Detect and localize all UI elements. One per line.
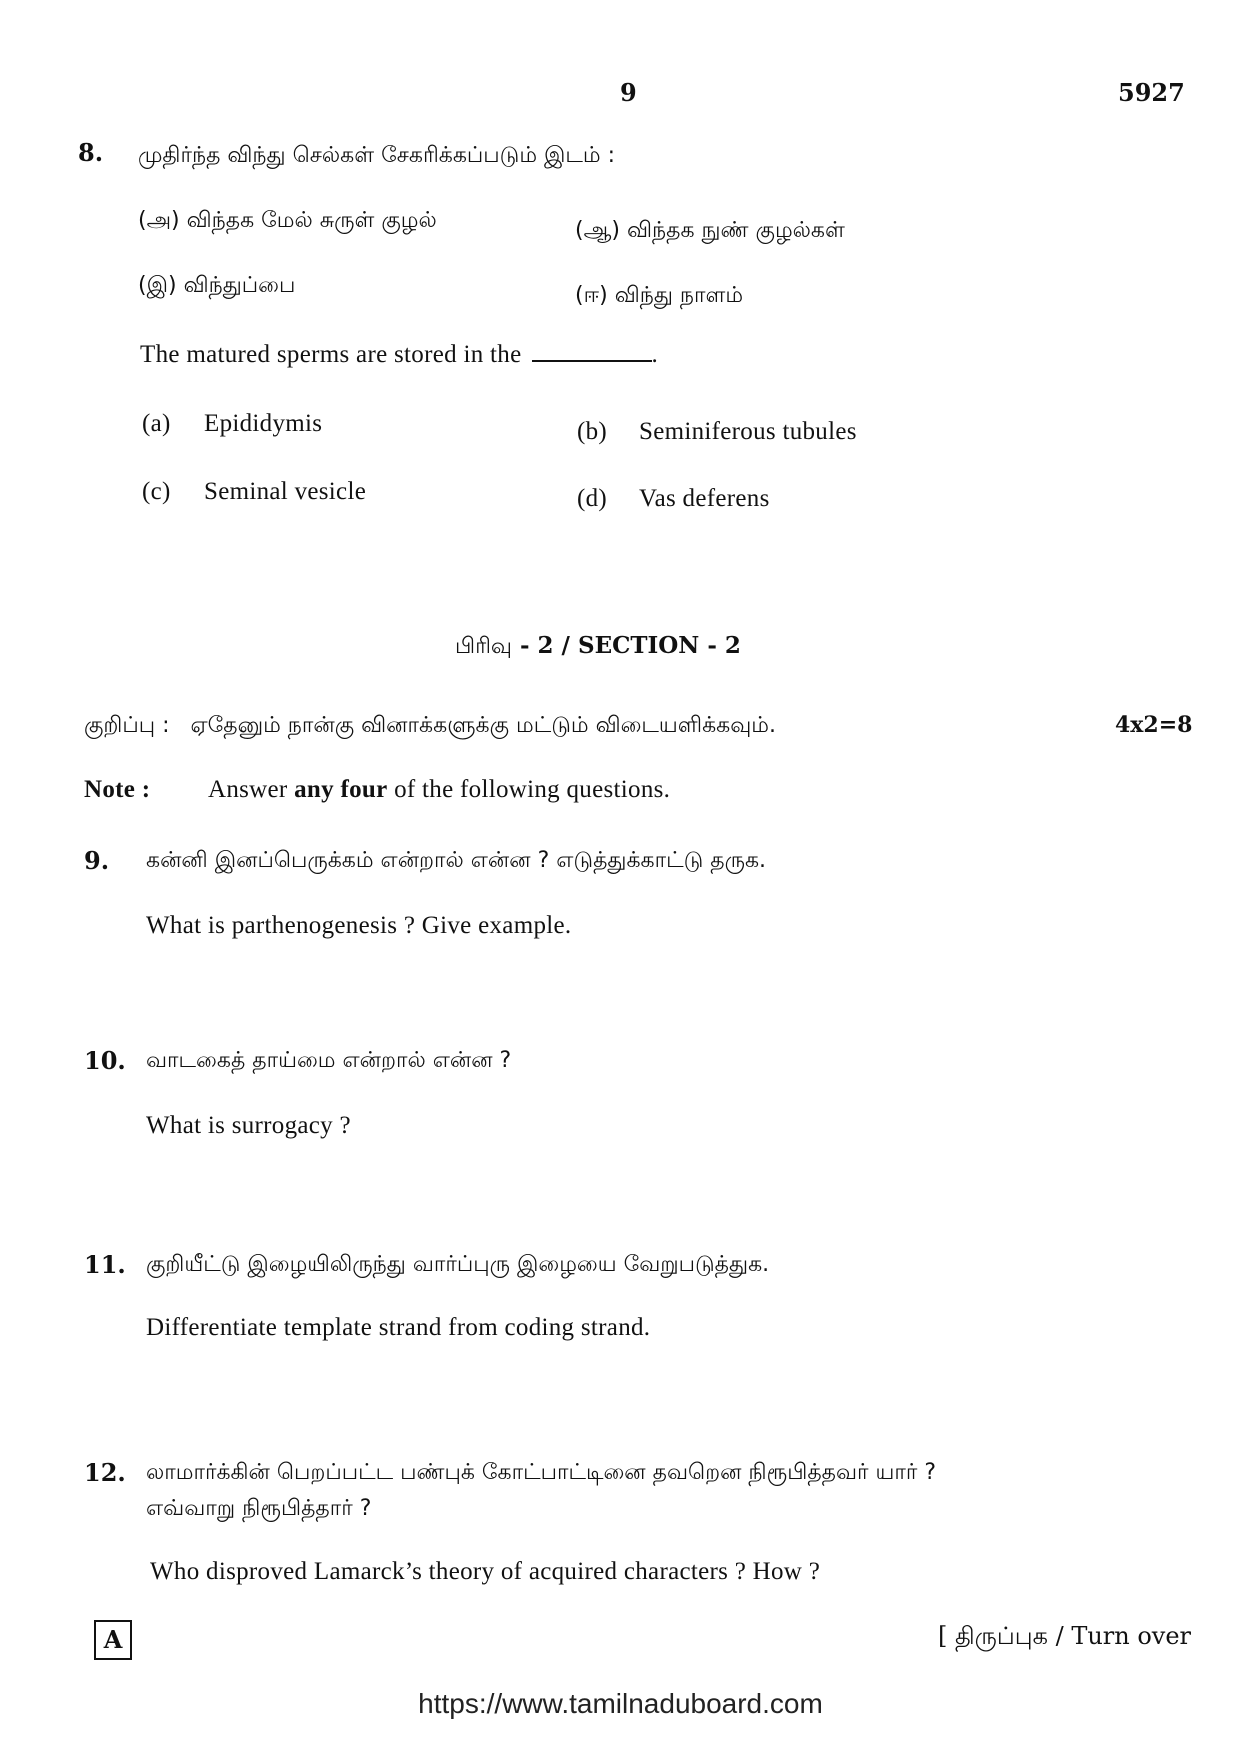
- option-label: (ஈ): [575, 283, 608, 308]
- tamil-note: [84, 713, 776, 741]
- question-11-number: 11.: [84, 1250, 126, 1279]
- paper-code: 5927: [1118, 78, 1185, 107]
- english-note: [84, 776, 670, 804]
- question-12-tamil: லாமார்க்கின் பெறப்பட்ட பண்புக் கோட்பாட்டினை தவறென நிரூபித்தவர் யார் ?: [146, 1460, 937, 1485]
- note-pre: Answer: [208, 776, 288, 803]
- q8-option-a: [142, 410, 322, 438]
- option-label: (அ): [138, 208, 180, 233]
- question-10-number: 10.: [84, 1046, 126, 1075]
- option-text: விந்து நாளம்: [614, 283, 744, 308]
- q8-tamil-option-c: [138, 273, 295, 301]
- turn-over: [ திருப்புக / Turn over: [938, 1622, 1192, 1650]
- question-10-english: What is surrogacy ?: [146, 1112, 351, 1139]
- question-9-english: What is parthenogenesis ? Give example.: [146, 912, 572, 939]
- q8-option-d: [577, 485, 770, 513]
- question-8-number: 8.: [78, 138, 104, 167]
- question-9-number: 9.: [84, 846, 110, 875]
- q8-tamil-option-b: [575, 218, 845, 246]
- section-heading: [455, 632, 741, 662]
- option-text: விந்துப்பை: [183, 273, 296, 298]
- note-post: of the following questions.: [394, 776, 671, 803]
- question-10-tamil: வாடகைத் தாய்மை என்றால் என்ன ?: [146, 1048, 512, 1073]
- option-label: (ஆ): [575, 218, 620, 243]
- q8-tamil-option-a: [138, 208, 437, 236]
- note-bold: any four: [294, 776, 388, 803]
- answer-blank: [532, 340, 652, 362]
- option-text: விந்தக மேல் சுருள் குழல்: [186, 208, 437, 233]
- question-end: .: [651, 341, 659, 368]
- page-number: 9: [620, 78, 637, 107]
- note-label: Note :: [84, 776, 151, 803]
- question-text: The matured sperms are stored in the: [140, 341, 522, 368]
- option-text: Vas deferens: [639, 485, 770, 512]
- option-label: (b): [577, 418, 608, 445]
- q8-option-c: [142, 478, 366, 506]
- question-12-english: Who disproved Lamarck’s theory of acquired characters ? How ?: [150, 1558, 821, 1585]
- section-tamil: பிரிவு: [455, 634, 512, 659]
- q8-tamil-option-d: [575, 283, 743, 311]
- question-8-english: [140, 340, 658, 369]
- series-box: A: [94, 1620, 132, 1660]
- section-title: - 2 / SECTION - 2: [519, 632, 741, 659]
- marks-allocation: 4x2=8: [1115, 712, 1193, 738]
- question-12-number: 12.: [84, 1458, 126, 1487]
- question-8-tamil: முதிர்ந்த விந்து செல்கள் சேகரிக்கப்படும் இடம் :: [138, 143, 616, 168]
- question-12-tamil-line2: எவ்வாறு நிரூபித்தார் ?: [146, 1496, 372, 1521]
- option-label: (இ): [138, 273, 177, 298]
- option-label: (d): [577, 485, 608, 512]
- tamil-note-label: குறிப்பு :: [84, 713, 170, 738]
- option-text: Epididymis: [204, 410, 323, 437]
- option-text: Seminiferous tubules: [639, 418, 857, 445]
- question-9-tamil: கன்னி இனப்பெருக்கம் என்றால் என்ன ? எடுத்துக்காட்டு தருக.: [146, 848, 767, 873]
- option-text: விந்தக நுண் குழல்கள்: [627, 218, 845, 243]
- option-label: (c): [142, 478, 171, 505]
- footer-url[interactable]: https://www.tamilnaduboard.com: [418, 1688, 823, 1719]
- question-11-tamil: குறியீட்டு இழையிலிருந்து வார்ப்புரு இழையை வேறுபடுத்துக.: [146, 1252, 770, 1277]
- option-text: Seminal vesicle: [204, 478, 367, 505]
- tamil-note-text: ஏதேனும் நான்கு வினாக்களுக்கு மட்டும் விடையளிக்கவும்.: [190, 713, 777, 738]
- option-label: (a): [142, 410, 171, 437]
- q8-option-b: [577, 418, 857, 446]
- question-11-english: Differentiate template strand from coding strand.: [146, 1314, 651, 1341]
